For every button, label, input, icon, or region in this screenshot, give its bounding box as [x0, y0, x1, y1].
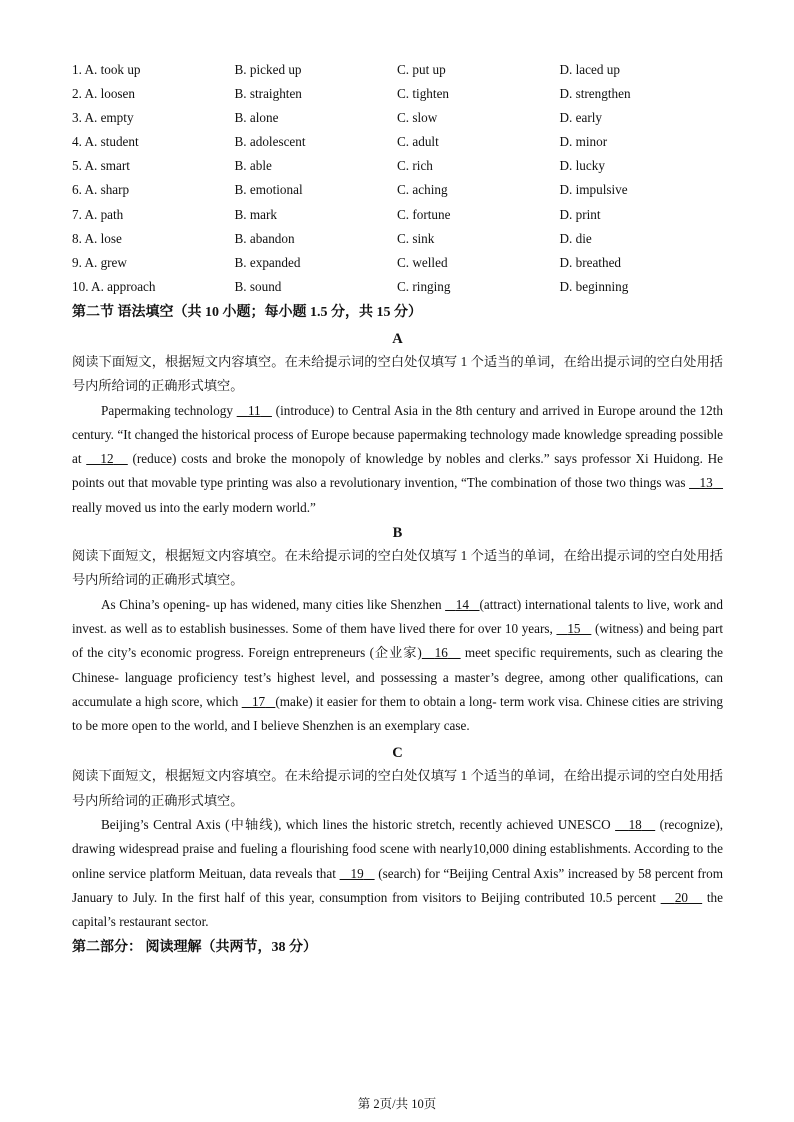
option-row — [72, 154, 723, 178]
option-a: 5. A. smart — [72, 158, 130, 174]
option-b: B. sound — [234, 278, 282, 294]
part-a-heading: A — [392, 330, 403, 347]
cloze-options-grid — [72, 58, 723, 299]
option-row — [72, 227, 723, 251]
option-a: 10. A. approach — [72, 278, 156, 294]
option-d: D. impulsive — [559, 182, 628, 198]
option-d: D. lucky — [559, 158, 605, 174]
option-d: D. print — [559, 206, 601, 222]
option-b: B. adolescent — [234, 134, 306, 150]
option-a: 3. A. empty — [72, 110, 134, 126]
option-b: B. alone — [234, 110, 279, 126]
option-row — [72, 58, 723, 82]
option-c: C. tighten — [397, 86, 450, 102]
option-row — [72, 178, 723, 202]
option-d: D. die — [559, 230, 592, 246]
part-b-instruction: 阅读下面短文，根据短文内容填空。在未给提示词的空白处仅填写 1 个适当的单词，在给出提示词的空白处用括号内所给词的正确形式填空。 — [72, 548, 723, 588]
option-row — [72, 130, 723, 154]
option-d: D. laced up — [559, 62, 620, 77]
blank-16[interactable]: 16 — [434, 645, 448, 661]
option-a: 6. A. sharp — [72, 182, 130, 198]
option-c: C. fortune — [397, 206, 451, 222]
option-d: D. strengthen — [559, 86, 631, 102]
blank-18[interactable]: 18 — [628, 816, 642, 832]
option-c: C. welled — [397, 254, 448, 270]
option-d: D. early — [559, 110, 602, 126]
option-row — [72, 82, 723, 106]
option-row — [72, 251, 723, 275]
option-b: B. straighten — [234, 86, 302, 102]
option-c: C. adult — [397, 134, 439, 150]
page-number: 第 2页/共 10页 — [357, 1097, 437, 1111]
option-d: D. beginning — [559, 278, 629, 294]
option-a: 8. A. lose — [72, 230, 122, 246]
option-row — [72, 275, 723, 299]
option-c: C. put up — [397, 62, 446, 77]
blank-12[interactable]: 12 — [100, 451, 114, 467]
option-c: C. aching — [397, 182, 448, 198]
option-c: C. sink — [397, 230, 435, 246]
option-a: 1. A. took up — [72, 62, 141, 77]
part-two-heading: 第二部分： 阅读理解（共两节，38 分） — [72, 940, 317, 956]
option-b: B. emotional — [234, 182, 303, 198]
option-a: 2. A. loosen — [72, 86, 136, 102]
blank-19[interactable]: 19 — [350, 865, 364, 881]
part-c-heading: C — [392, 745, 403, 762]
option-d: D. minor — [559, 134, 608, 150]
option-b: B. mark — [234, 206, 277, 222]
option-a: 4. A. student — [72, 134, 139, 150]
option-row — [72, 106, 723, 130]
blank-11[interactable]: 11 — [247, 402, 261, 418]
part-c-passage: Beijing’s Central Axis (中轴线), which lines the historic stretch, recently achieved UNESCO 18 (recognize), drawing widespread praise and fueling a flourishing food scene with nearly10,000 dining establishments. According to the online service platform Meituan, data reveals that 19 (search) for “Beijing Central Axis” increased by 58 percent from January to July. In the first half of this year, consumption from visitors to Beijing contributed 10.5 percent 20 the capital’s restaurant sector. — [72, 816, 724, 930]
option-c: C. rich — [397, 158, 433, 174]
option-row — [72, 203, 723, 227]
blank-15[interactable]: 15 — [567, 620, 581, 636]
option-a: 9. A. grew — [72, 254, 127, 270]
option-b: B. picked up — [234, 62, 302, 77]
option-a: 7. A. path — [72, 206, 124, 222]
blank-17[interactable]: 17 — [251, 693, 266, 709]
option-b: B. able — [234, 158, 272, 174]
blank-13[interactable]: 13 — [699, 475, 713, 491]
blank-20[interactable]: 20 — [674, 889, 688, 905]
part-b-passage: As China’s opening- up has widened, many cities like Shenzhen 14 (attract) international talents to live, work and invest. as well as to establish businesses. Some of them have lived there for over 10 years, 15 (witness) and being part of the city’s economic progress. Foreign entrepreneurs (企业家) 16 meet specific requirements, such as clearing the Chinese- language proficiency test’s highest level, and possessing a master’s degree, among other qualifications, can accumulate a high score, which 17 (make) it easier for them to obtain a long- term work visa. Chinese cities are striving to be more open to the world, and I believe Shenzhen is an exemplary case. — [72, 596, 724, 734]
part-a-passage: Papermaking technology 11 (introduce) to Central Asia in the 8th century and arrived in Europe around the 12th century. “It changed the historical process of Europe because papermaking technology made knowledge spreading possible at 12 (reduce) costs and broke the monopoly of knowledge by nobles and clerks.” says professor Xi Huidong. He points out that movable type printing was also a revolutionary invention, “The combination of those two things was 13 really moved us into the early modern world.” — [72, 402, 723, 515]
option-b: B. abandon — [234, 230, 295, 246]
option-b: B. expanded — [234, 254, 301, 270]
part-b-heading: B — [392, 525, 403, 542]
blank-14[interactable]: 14 — [455, 596, 469, 612]
option-d: D. breathed — [559, 254, 622, 270]
section-heading: 第二节 语法填空（共 10 小题；每小题 1.5 分，共 15 分） — [72, 304, 422, 320]
page-content — [72, 58, 723, 961]
option-c: C. ringing — [397, 278, 451, 294]
option-c: C. slow — [397, 110, 438, 126]
part-c-instruction: 阅读下面短文，根据短文内容填空。在未给提示词的空白处仅填写 1 个适当的单词，在给出提示词的空白处用括号内所给词的正确形式填空。 — [72, 768, 723, 808]
part-a-instruction: 阅读下面短文，根据短文内容填空。在未给提示词的空白处仅填写 1 个适当的单词，在给出提示词的空白处用括号内所给词的正确形式填空。 — [72, 353, 723, 394]
